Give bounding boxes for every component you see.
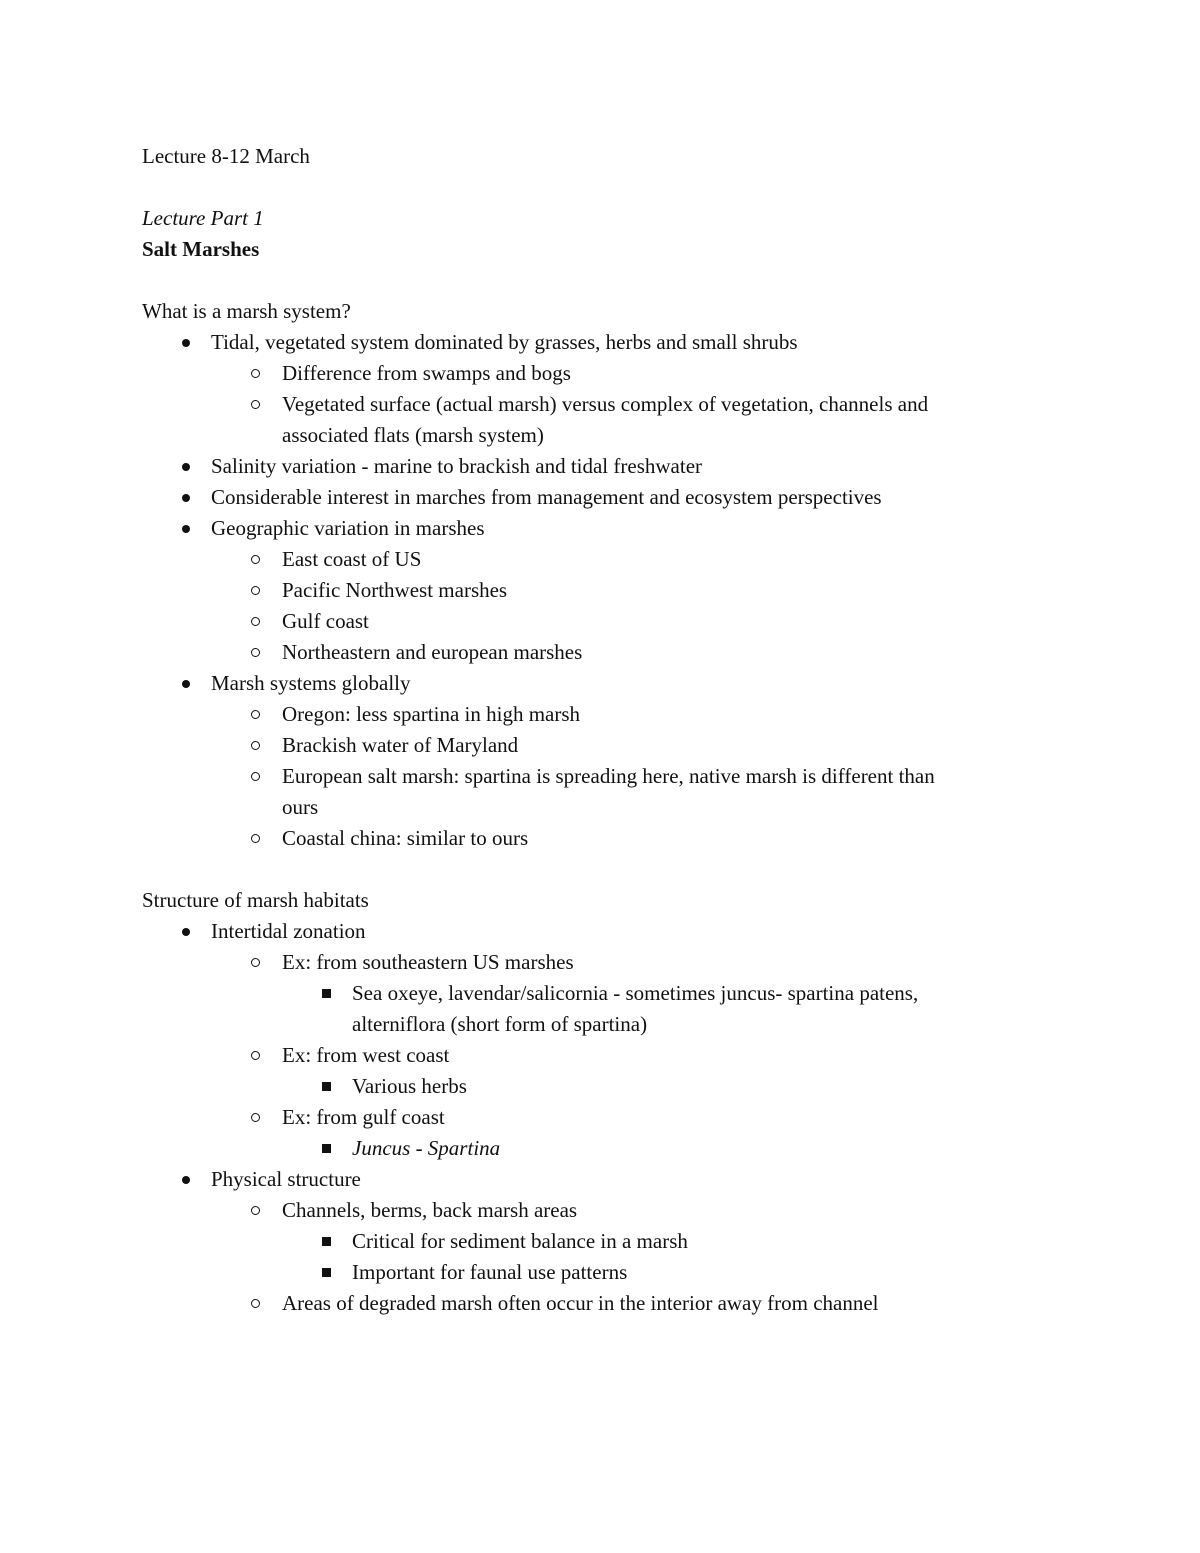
bullet-square-icon (316, 1257, 336, 1288)
bullet-circle-icon (246, 544, 266, 575)
list-item-text: Channels, berms, back marsh areas (282, 1198, 578, 1222)
list-item-text: Ex: from southeastern US marshes (282, 950, 574, 974)
bullet-circle-icon (246, 389, 266, 420)
question-heading-text: Structure of marsh habitats (142, 888, 369, 912)
bullet-circle-icon (246, 358, 266, 389)
list-item-text: East coast of US (282, 547, 422, 571)
bullet-square-icon (316, 1133, 336, 1164)
list-item-text: Sea oxeye, lavendar/salicornia - sometimes juncus- spartina patens, (352, 981, 919, 1005)
list-item-text: Pacific Northwest marshes (282, 578, 508, 602)
lecture-header-text: Lecture 8-12 March (142, 144, 310, 168)
list-item-text: Gulf coast (282, 609, 369, 633)
list-item-text: Tidal, vegetated system dominated by grasses, herbs and small shrubs (211, 330, 798, 354)
list-item-text: Various herbs (352, 1074, 467, 1098)
bullet-disc-icon (176, 482, 196, 513)
bullet-square-icon (316, 1071, 336, 1102)
bullet-disc-icon (176, 1164, 196, 1195)
list-item-text: European salt marsh: spartina is spreading here, native marsh is different than (282, 764, 935, 788)
bullet-disc-icon (176, 916, 196, 947)
bullet-square-icon (316, 1226, 336, 1257)
bullet-circle-icon (246, 637, 266, 668)
list-item-text: Brackish water of Maryland (282, 733, 519, 757)
list-item-text: alterniflora (short form of spartina) (352, 1012, 648, 1036)
bullet-circle-icon (246, 699, 266, 730)
bullet-disc-icon (176, 668, 196, 699)
bullet-circle-icon (246, 1195, 266, 1226)
list-item-text: Juncus - Spartina (352, 1136, 501, 1160)
list-item-text: Physical structure (211, 1167, 361, 1191)
bullet-circle-icon (246, 1040, 266, 1071)
bullet-circle-icon (246, 606, 266, 637)
question-heading-text: What is a marsh system? (142, 299, 351, 323)
bullet-circle-icon (246, 730, 266, 761)
list-item-text: Ex: from west coast (282, 1043, 450, 1067)
list-item-text: Difference from swamps and bogs (282, 361, 571, 385)
bullet-circle-icon (246, 575, 266, 606)
bullet-disc-icon (176, 513, 196, 544)
list-item-text: Salinity variation - marine to brackish and tidal freshwater (211, 454, 703, 478)
list-item-text: Intertidal zonation (211, 919, 366, 943)
list-item-text: Geographic variation in marshes (211, 516, 485, 540)
section-title-text: Salt Marshes (142, 237, 260, 261)
bullet-disc-icon (176, 327, 196, 358)
bullet-circle-icon (246, 947, 266, 978)
list-item-text: Oregon: less spartina in high marsh (282, 702, 581, 726)
bullet-circle-icon (246, 1288, 266, 1319)
list-item-text: Areas of degraded marsh often occur in the interior away from channel (282, 1291, 879, 1315)
list-item-text: Considerable interest in marches from management and ecosystem perspectives (211, 485, 882, 509)
list-item-text: Critical for sediment balance in a marsh (352, 1229, 688, 1253)
bullet-circle-icon (246, 761, 266, 792)
list-item-text: ours (282, 795, 319, 819)
list-item-text: Important for faunal use patterns (352, 1260, 628, 1284)
bullet-square-icon (316, 978, 336, 1009)
list-item-text: Vegetated surface (actual marsh) versus complex of vegetation, channels and (282, 392, 929, 416)
bullet-circle-icon (246, 1102, 266, 1133)
lecture-part-text: Lecture Part 1 (142, 206, 264, 230)
bullet-disc-icon (176, 451, 196, 482)
list-item-text: Marsh systems globally (211, 671, 411, 695)
list-item-text: associated flats (marsh system) (282, 423, 544, 447)
list-item-text: Ex: from gulf coast (282, 1105, 445, 1129)
list-item-text: Northeastern and european marshes (282, 640, 583, 664)
bullet-circle-icon (246, 823, 266, 854)
list-item-text: Coastal china: similar to ours (282, 826, 529, 850)
